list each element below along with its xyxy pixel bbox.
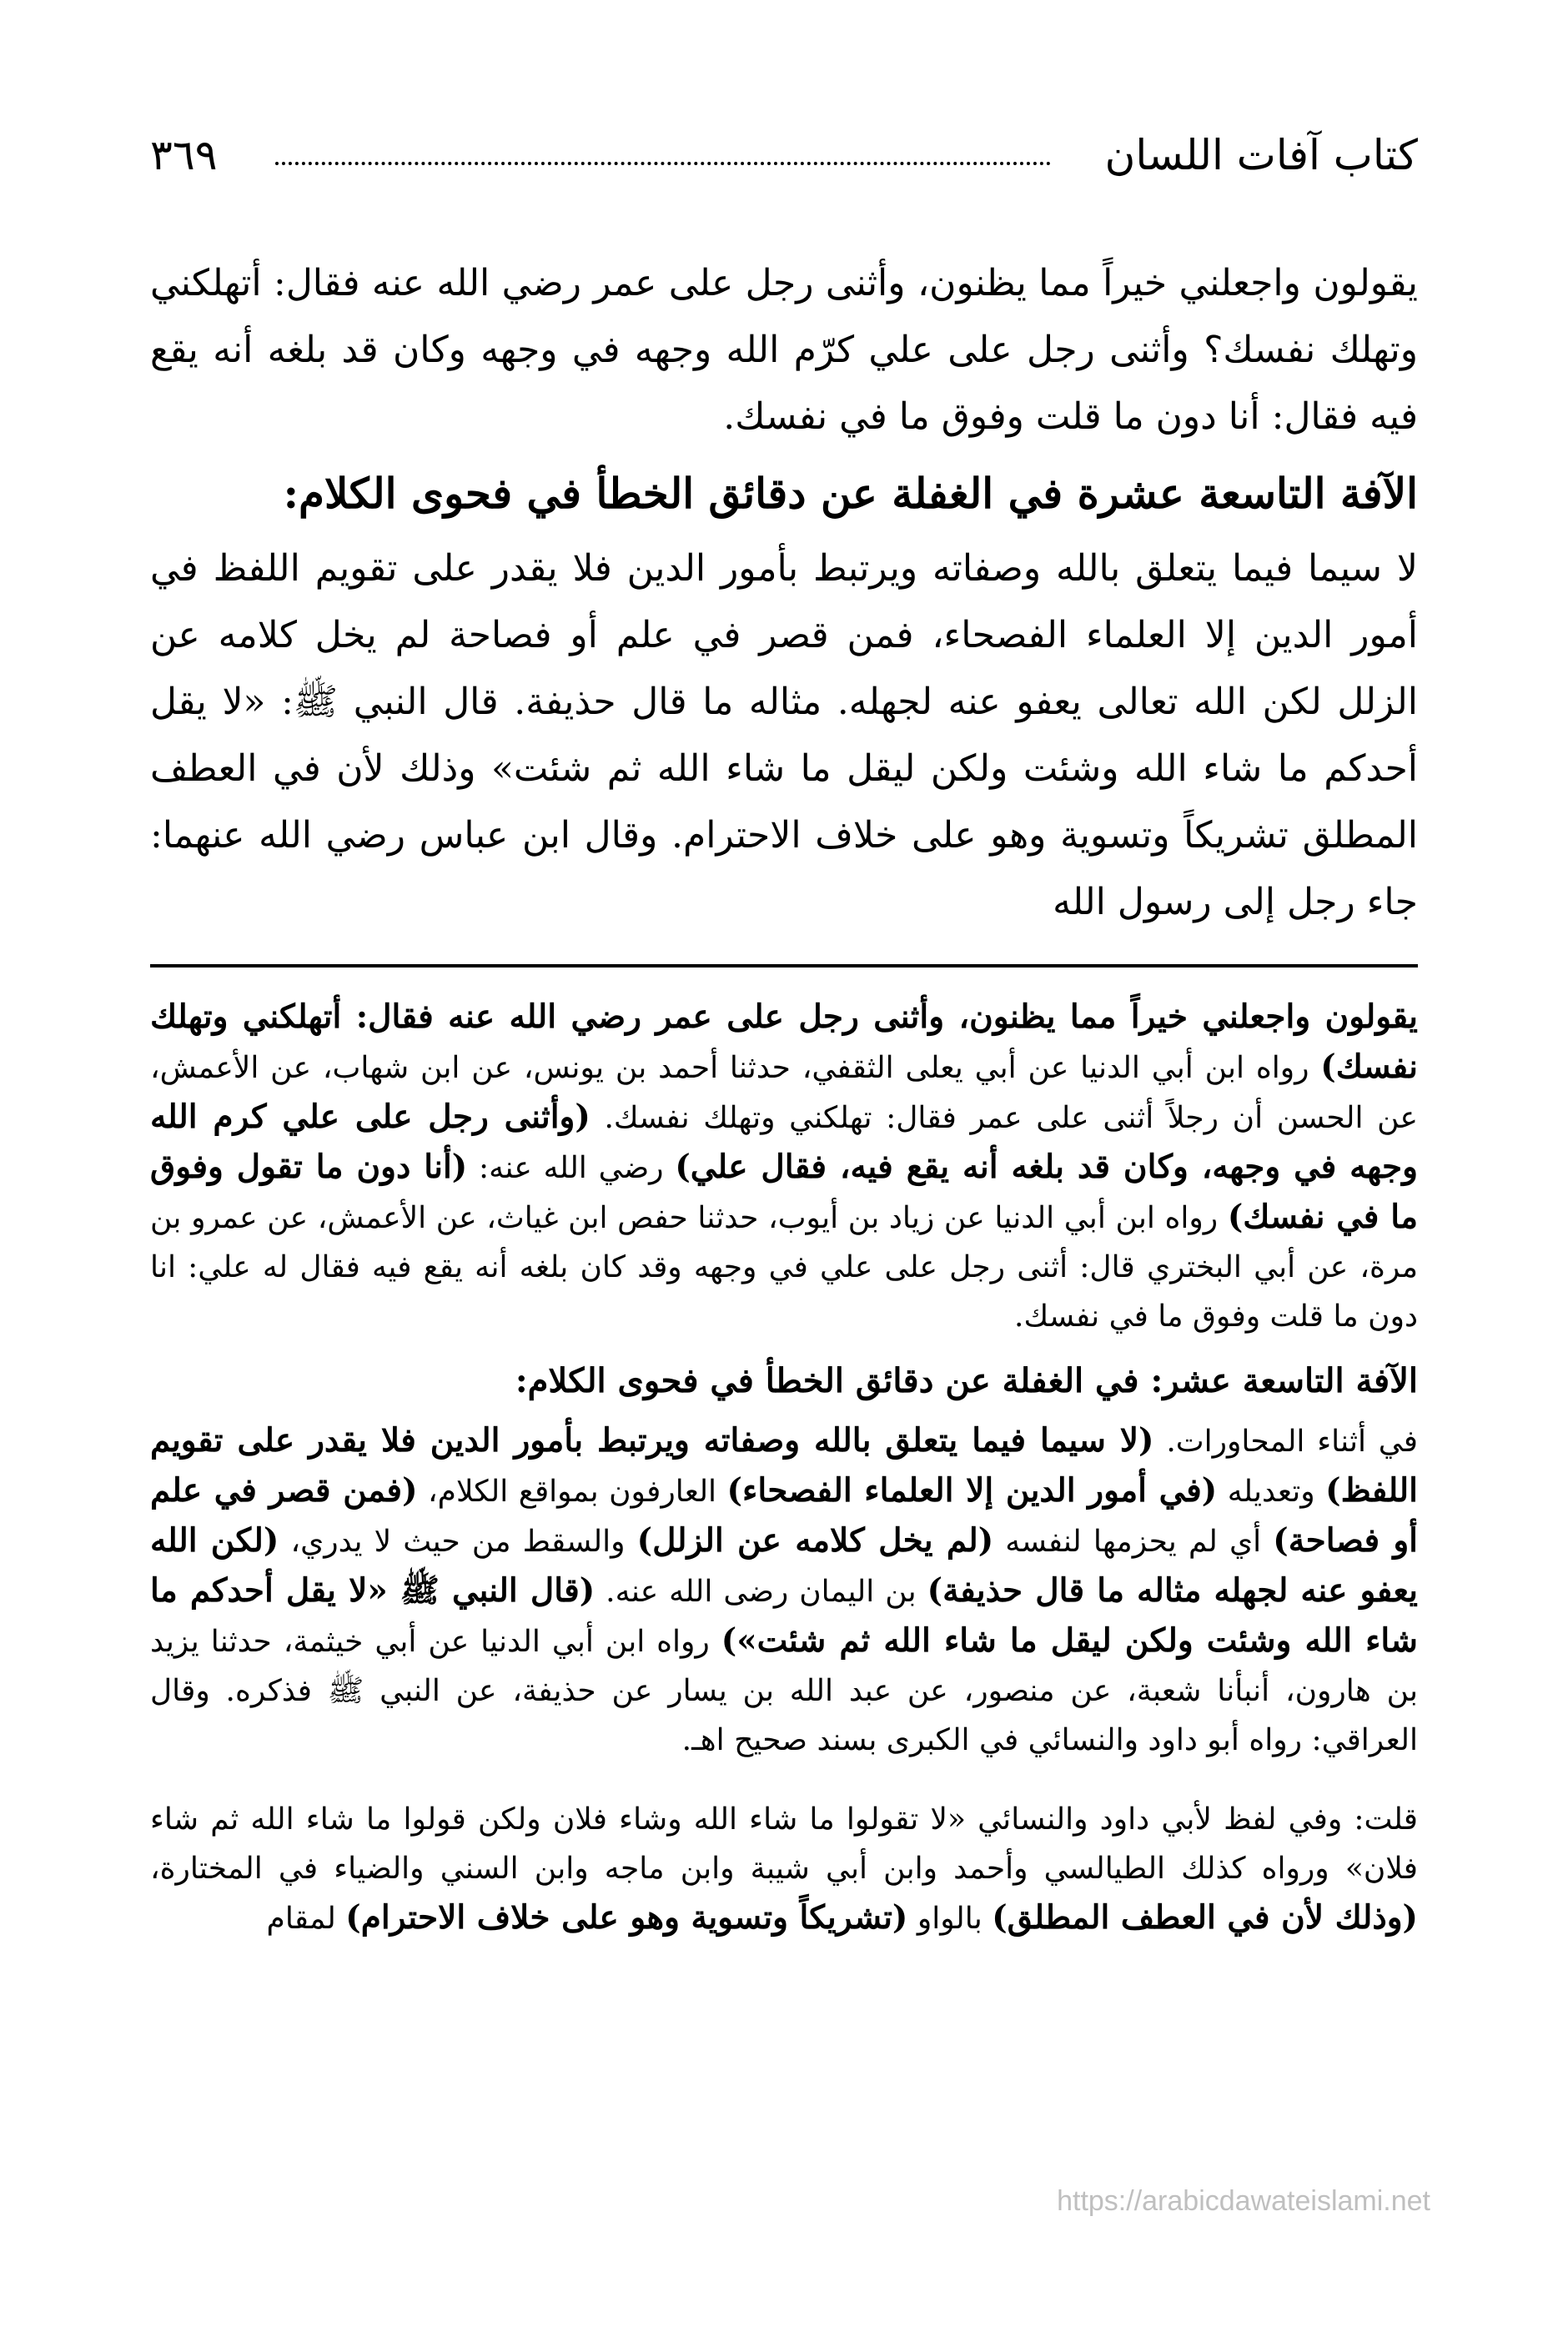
watermark-url: https://arabicdawateislami.net xyxy=(1057,2185,1430,2217)
section-heading: الآفة التاسعة عشرة في الغفلة عن دقائق الخطأ في فحوى الكلام: xyxy=(283,469,1418,518)
commentary-text: والسقط من حيث لا يدري، xyxy=(279,1525,637,1559)
quoted-text: (تشريكاً وتسوية وهو على خلاف الاحترام) xyxy=(345,1898,908,1937)
commentary-text: العارفون بمواقع الكلام، xyxy=(417,1475,727,1509)
commentary-text: رضي الله عنه: xyxy=(467,1151,676,1185)
commentary-text: بن اليمان رضى الله عنه. xyxy=(595,1575,927,1609)
commentary-paragraph xyxy=(150,1416,1418,1765)
commentary-text: بالواو xyxy=(907,1902,993,1936)
running-title: كتاب آفات اللسان xyxy=(1104,131,1418,179)
commentary-text: رواه ابن أبي الدنيا عن زياد بن أيوب، حدثنا حفص ابن غياث، عن الأعمش، عن عمرو بن مرة، عن أبي البختري قال: أثنى رجل على علي في وجهه وقد كان بلغه أنه يقع فيه فقال له علي: انا دون ما قلت وفوق ما في نفسك. xyxy=(150,1201,1418,1334)
commentary-text: لمقام xyxy=(266,1902,346,1936)
commentary-note xyxy=(150,1795,1418,1943)
quoted-text: يقولون واجعلني خيراً مما يظنون، وأثنى رجل على عمر رضي الله عنه فقال: أتهلكني وتهلك نفسك) xyxy=(150,998,1418,1086)
quoted-text: (فمن قصر في علم أو فصاحة) xyxy=(150,1471,1418,1560)
quoted-text: (وذلك لأن في العطف المطلق) xyxy=(992,1898,1418,1937)
commentary-text: رواه ابن أبي الدنيا عن أبي خيثمة، حدثنا يزيد بن هارون، أنبأنا شعبة، عن منصور، عن عبد الله بن يسار عن حذيفة، عن النبي ﷺ فذكره. وقال العراقي: رواه أبو داود والنسائي في الكبرى بسند صحيح اهـ. xyxy=(150,1625,1418,1757)
quoted-text: (وأثنى رجل على علي كرم الله وجهه في وجهه، وكان قد بلغه أنه يقع فيه، فقال علي) xyxy=(150,1098,1418,1186)
quoted-text: (أنا دون ما تقول وفوق ما في نفسك) xyxy=(150,1148,1418,1236)
quoted-text: (لا سيما فيما يتعلق بالله وصفاته ويرتبط بأمور الدين فلا يقدر على تقويم اللفظ) xyxy=(150,1421,1418,1510)
commentary-text: قلت: وفي لفظ لأبي داود والنسائي «لا تقولوا ما شاء الله وشاء فلان ولكن قولوا ما شاء الله ثم شاء فلان» ورواه كذلك الطيالسي وأحمد وابن أبي شيبة وابن ماجه وابن السني والضياء في المختارة، xyxy=(150,1802,1418,1886)
main-paragraph: يقولون واجعلني خيراً مما يظنون، وأثنى رجل على عمر رضي الله عنه فقال: أتهلكني وتهلك نفسك؟ وأثنى رجل على علي كرّم الله وجهه في وجهه وكان قد بلغه أنه يقع فيه فقال: أنا دون ما قلت وفوق ما في نفسك. xyxy=(150,262,1418,438)
main-text xyxy=(150,250,1418,936)
main-paragraph: لا سيما فيما يتعلق بالله وصفاته ويرتبط بأمور الدين فلا يقدر على تقويم اللفظ في أمور الدين إلا العلماء الفصحاء، فمن قصر في علم أو فصاحة لم يخل كلامه عن الزلل لكن الله تعالى يعفو عنه لجهله. مثاله ما قال حذيفة. قال النبي ﷺ: «لا يقل أحدكم ما شاء الله وشئت ولكن ليقل ما شاء الله ثم شئت» وذلك لأن في العطف المطلق تشريكاً وتسوية وهو على خلاف الاحترام. وقال ابن عباس رضي الله عنهما: جاء رجل إلى رسول الله xyxy=(150,547,1418,923)
commentary-text: أي لم يحزمها لنفسه xyxy=(993,1525,1274,1559)
commentary-heading: الآفة التاسعة عشر: في الغفلة عن دقائق الخطأ في فحوى الكلام: xyxy=(515,1361,1418,1400)
commentary-paragraph xyxy=(150,993,1418,1341)
dotted-leader xyxy=(275,162,1051,165)
commentary-text: في أثناء المحاورات. xyxy=(1153,1425,1419,1459)
commentary xyxy=(150,993,1418,1943)
quoted-text: (في أمور الدين إلا العلماء الفصحاء) xyxy=(726,1471,1218,1510)
page-number: ٣٦٩ xyxy=(150,131,218,179)
quoted-text: (لكن الله يعفو عنه لجهله مثاله ما قال حذيفة) xyxy=(150,1521,1418,1610)
quoted-text: (قال النبي ﷺ «لا يقل أحدكم ما شاء الله وشئت ولكن ليقل ما شاء الله ثم شئت») xyxy=(150,1571,1418,1660)
commentary-text: رواه ابن أبي الدنيا عن أبي يعلى الثقفي، حدثنا أحمد بن يونس، عن ابن شهاب، عن الأعمش، عن الحسن أن رجلاً أثنى على عمر فقال: تهلكني وتهلك نفسك. xyxy=(150,1051,1418,1135)
separator-rule xyxy=(150,964,1418,967)
commentary-text: وتعديله xyxy=(1217,1475,1326,1509)
page-header xyxy=(150,125,1418,183)
quoted-text: (لم يخل كلامه عن الزلل) xyxy=(636,1521,994,1560)
